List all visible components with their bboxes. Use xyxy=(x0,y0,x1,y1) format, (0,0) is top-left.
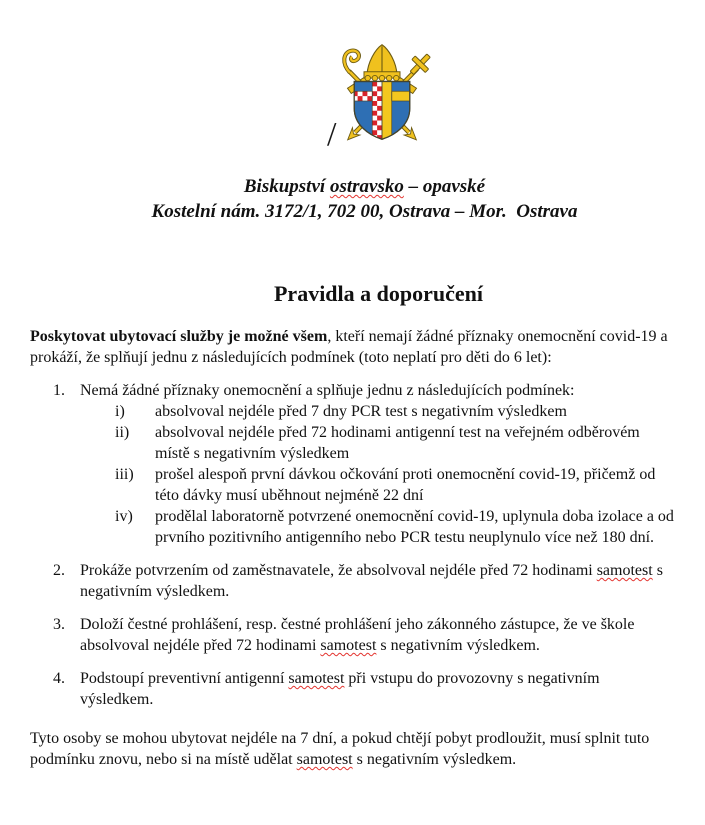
sub-list-label: iii) xyxy=(115,466,134,483)
sub-list-item xyxy=(80,401,675,422)
closing-text-pre: Tyto osoby se mohou ubytovat nejdéle na 7 dní, a pokud chtějí pobyt prodloužit, musí splnit tuto podmínku znovu, nebo si na místě udělat xyxy=(30,730,650,768)
list-number: 3. xyxy=(53,616,65,633)
list-item-text-pre: Doloží čestné prohlášení, resp. čestné prohlášení jeho zákonného zástupce, že ve škole absolvoval nejdéle před 72 hodinami xyxy=(80,616,635,654)
coat-of-arms-icon xyxy=(322,42,442,148)
shield-icon xyxy=(353,82,410,141)
sub-list-label: iv) xyxy=(115,508,133,525)
intro-bold-text: Poskytovat ubytovací služby je možné všem xyxy=(30,328,328,345)
misspelled-word: ostravsko xyxy=(329,176,404,197)
rules-list xyxy=(30,380,675,710)
sub-list-item xyxy=(80,506,675,548)
intro-rest-text: , kteří nemají žádné příznaky onemocnění covid-19 a prokáží, že splňují jednu z následujících podmínek (toto neplatí pro děti do 6 let): xyxy=(30,328,668,366)
letterhead-crest-row xyxy=(30,0,675,172)
misspelled-word: samotest xyxy=(596,562,653,579)
letterhead xyxy=(30,174,675,224)
list-number: 4. xyxy=(53,670,65,687)
list-item-text-pre: Podstoupí preventivní antigenní xyxy=(80,670,289,687)
org-name-post: – opavské xyxy=(403,176,486,197)
list-item xyxy=(30,380,675,548)
list-item xyxy=(30,668,675,710)
intro-paragraph xyxy=(30,326,675,368)
stray-slash-character: / xyxy=(327,116,337,153)
sub-list-text: absolvoval nejdéle před 72 hodinami antigenní test na veřejném odběrovém místě s negativním výsledkem xyxy=(155,424,640,462)
misspelled-word: samotest xyxy=(288,670,345,687)
sub-list-label: ii) xyxy=(115,424,130,441)
list-item-text xyxy=(80,560,675,602)
list-item-text xyxy=(80,668,675,710)
list-item-text-post: s negativním výsledkem. xyxy=(80,562,663,600)
sub-list-label: i) xyxy=(115,403,125,420)
sub-list-item xyxy=(80,464,675,506)
list-number: 2. xyxy=(53,562,65,579)
sub-list-item xyxy=(80,422,675,464)
list-item-text-post: při vstupu do provozovny s negativním výsledkem. xyxy=(80,670,600,708)
misspelled-word: samotest xyxy=(296,751,353,768)
list-item-body xyxy=(80,380,675,548)
mitre-icon xyxy=(364,45,400,81)
list-number: 1. xyxy=(53,382,65,399)
sub-list-text: prodělal laboratorně potvrzené onemocnění covid-19, uplynula doba izolace a od prvního pozitivního antigenního nebo PCR testu neuplynulo více než 180 dní. xyxy=(155,508,674,546)
document-title: Pravidla a doporučení xyxy=(273,281,483,306)
list-item-text-post: s negativním výsledkem. xyxy=(376,637,540,654)
list-item xyxy=(30,614,675,656)
closing-text-post: s negativním výsledkem. xyxy=(352,751,517,768)
org-name-pre: Biskupství xyxy=(243,176,330,197)
letterhead-address: Kostelní nám. 3172/1, 702 00, Ostrava – Mor. Ostrava xyxy=(151,201,578,222)
list-item-text: Nemá žádné příznaky onemocnění a splňuje jednu z následujících podmínek: xyxy=(80,382,575,399)
closing-paragraph xyxy=(30,728,675,770)
sub-list-text: prošel alespoň první dávkou očkování proti onemocnění covid-19, přičemž od této dávky musí uběhnout nejméně 22 dní xyxy=(155,466,656,504)
list-item-text-pre: Prokáže potvrzením od zaměstnavatele, že absolvoval nejdéle před 72 hodinami xyxy=(80,562,597,579)
list-item-text xyxy=(80,614,675,656)
sub-list xyxy=(80,401,675,548)
list-item xyxy=(30,560,675,602)
letterhead-org-name xyxy=(54,174,675,199)
sub-list-text: absolvoval nejdéle před 7 dny PCR test s negativním výsledkem xyxy=(155,403,567,420)
misspelled-word: samotest xyxy=(320,637,377,654)
